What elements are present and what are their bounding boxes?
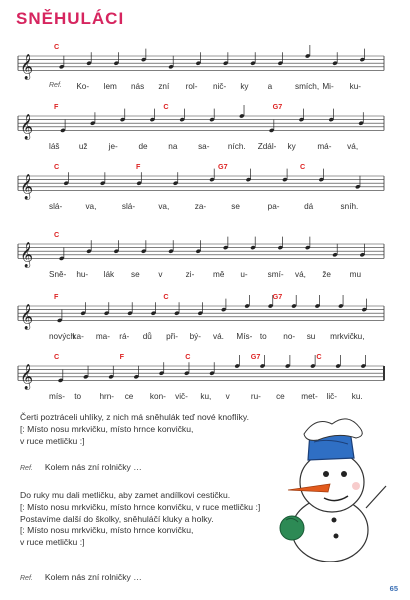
lyric-syllable: že (322, 270, 331, 279)
lyric-syllable: při- (166, 332, 178, 341)
lyric-syllable: mrkvič- (330, 332, 357, 341)
lyric-syllable: rá- (119, 332, 130, 341)
treble-clef: 𝄞 (20, 242, 34, 268)
lyric-syllable: už (78, 142, 88, 151)
refrain-label: Ref. (49, 82, 62, 89)
page-number: 65 (389, 584, 398, 593)
lyric-syllable: slá- (121, 202, 136, 211)
verse-line: Čerti poztráceli uhlíky, z nich má sněhulák teď nové knoflíky. (20, 412, 249, 422)
lyric-syllable: Mís- (236, 332, 253, 341)
lyric-syllable: nových (49, 332, 75, 341)
lyric-syllable: to (74, 392, 82, 401)
treble-clef: 𝄞 (20, 114, 34, 140)
lyric-syllable: ce (276, 392, 285, 401)
lyric-syllable: dá (304, 202, 314, 211)
lyric-syllable: de (138, 142, 148, 151)
lyric-syllable: smích, (295, 82, 320, 91)
chord-symbol: F (54, 102, 59, 111)
song-title (16, 9, 124, 29)
chord-symbol: G7 (218, 162, 228, 171)
lyric-syllable: va, (85, 202, 97, 211)
verse-line: [: Místo nosu mrkvičku, místo hrnce konvičku, (20, 423, 194, 434)
lyric-syllable: ma- (95, 332, 110, 341)
verse-line: v ruce metličku :] (20, 537, 85, 548)
lyric-syllable: vič- (175, 392, 188, 401)
lyric-syllable: láš (49, 142, 60, 151)
lyric-syllable: to (259, 332, 267, 341)
lyric-syllable: bý- (189, 332, 201, 341)
refrain-label: Ref. (20, 575, 33, 582)
song-title-text: SNĚHULÁCI (16, 9, 125, 28)
chord-symbol: F (136, 162, 141, 171)
lyric-syllable: smí- (267, 270, 284, 279)
lyric-syllable: ce (124, 392, 134, 401)
lyric-syllable: vá, (295, 270, 306, 279)
lyric-syllable: rol- (185, 82, 198, 91)
lyric-syllable: sníh. (340, 202, 359, 211)
chord-symbol: C (54, 42, 60, 51)
treble-clef: 𝄞 (20, 54, 34, 80)
lyric-syllable: ka- (72, 332, 84, 341)
treble-clef: 𝄞 (20, 174, 34, 200)
lyric-syllable: v (225, 392, 230, 401)
lyric-syllable: sa- (198, 142, 210, 151)
lyric-syllable: Sně- (49, 270, 67, 279)
chord-symbol: F (54, 292, 59, 301)
lyric-syllable: su (306, 332, 316, 341)
lyric-syllable: lem (103, 82, 117, 91)
lyric-syllable: ru- (250, 392, 261, 401)
lyric-syllable: vá. (213, 332, 224, 341)
chord-symbol: C (300, 162, 306, 171)
chord-symbol: C (54, 230, 60, 239)
staff-row (0, 40, 410, 98)
lyric-syllable: mu (349, 270, 362, 279)
lyric-syllable: Mi- (322, 82, 334, 91)
treble-clef: 𝄞 (20, 304, 34, 330)
refrain-label: Ref. (20, 465, 33, 472)
refrain-text: Kolem nás zní rolničky … (44, 572, 142, 582)
lyric-syllable: ních. (227, 142, 246, 151)
refrain-text: Kolem nás zní rolničky … (44, 462, 142, 472)
verse-line: Do ruky mu dali metličku, aby zamet andílkovi cestičku. (20, 490, 231, 500)
lyric-syllable: ku. (351, 392, 363, 401)
chord-symbol: G7 (272, 292, 283, 301)
lyric-syllable: má- (317, 142, 332, 151)
lyric-syllable: met- (301, 392, 318, 401)
chord-symbol: C (163, 102, 169, 111)
lyric-syllable: lák (103, 270, 115, 279)
lyric-syllable: mě (213, 270, 225, 279)
lyric-syllable: zi- (185, 270, 195, 279)
chord-symbol: C (54, 352, 60, 361)
lyric-syllable: zní (158, 82, 170, 91)
lyric-syllable: hrn- (99, 392, 115, 401)
lyric-syllable: pa- (267, 202, 280, 211)
chord-symbol: C (185, 352, 191, 361)
chord-symbol: C (163, 292, 169, 301)
refrain-2 (20, 572, 320, 585)
lyric-syllable: ku, (200, 392, 212, 401)
lyric-syllable: ky (240, 82, 249, 91)
lyric-syllable: ku, (353, 332, 365, 341)
lyric-syllable: na (168, 142, 178, 151)
lyric-syllable: ku- (349, 82, 362, 91)
lyric-syllable: se (131, 270, 140, 279)
lyric-syllable: va, (158, 202, 170, 211)
lyric-syllable: kon- (149, 392, 166, 401)
chord-symbol: G7 (250, 352, 261, 361)
chord-symbol: F (119, 352, 124, 361)
lyric-syllable: se (231, 202, 240, 211)
lyric-syllable: vá, (347, 142, 359, 151)
lyric-syllable: za- (194, 202, 207, 211)
lyric-syllable: hu- (76, 270, 89, 279)
lyric-syllable: lič- (326, 392, 337, 401)
lyric-syllable: ky (287, 142, 296, 151)
verse-line: v ruce metličku :] (20, 435, 85, 446)
lyric-syllable: mís- (49, 392, 65, 401)
verse-line: [: Místo nosu mrkvičku, místo hrnce konvičku, v ruce metličku :] (20, 501, 261, 512)
lyric-syllable: je- (108, 142, 118, 151)
chord-symbol: C (54, 162, 60, 171)
lyric-syllable: nás (131, 82, 145, 91)
lyric-syllable: u- (240, 270, 248, 279)
lyric-syllable: nič- (213, 82, 227, 91)
treble-clef: 𝄞 (20, 364, 34, 390)
lyric-syllable: dů (142, 332, 152, 341)
snowman-illustration (268, 412, 398, 562)
chord-symbol: C (316, 352, 322, 361)
lyric-syllable: no- (283, 332, 296, 341)
lyric-syllable: slá- (49, 202, 63, 211)
lyric-syllable: Zdál- (257, 142, 277, 151)
verse-line: Postavíme další do školky, sněhuláčí kluky a holky. (20, 513, 214, 524)
lyric-syllable: a (267, 82, 273, 91)
lyric-syllable: Ko- (76, 82, 90, 91)
verse-line: [: Místo nosu mrkvičku, místo hrnce konvičku, (20, 525, 194, 536)
lyric-syllable: v (158, 270, 163, 279)
chord-symbol: G7 (272, 102, 283, 111)
